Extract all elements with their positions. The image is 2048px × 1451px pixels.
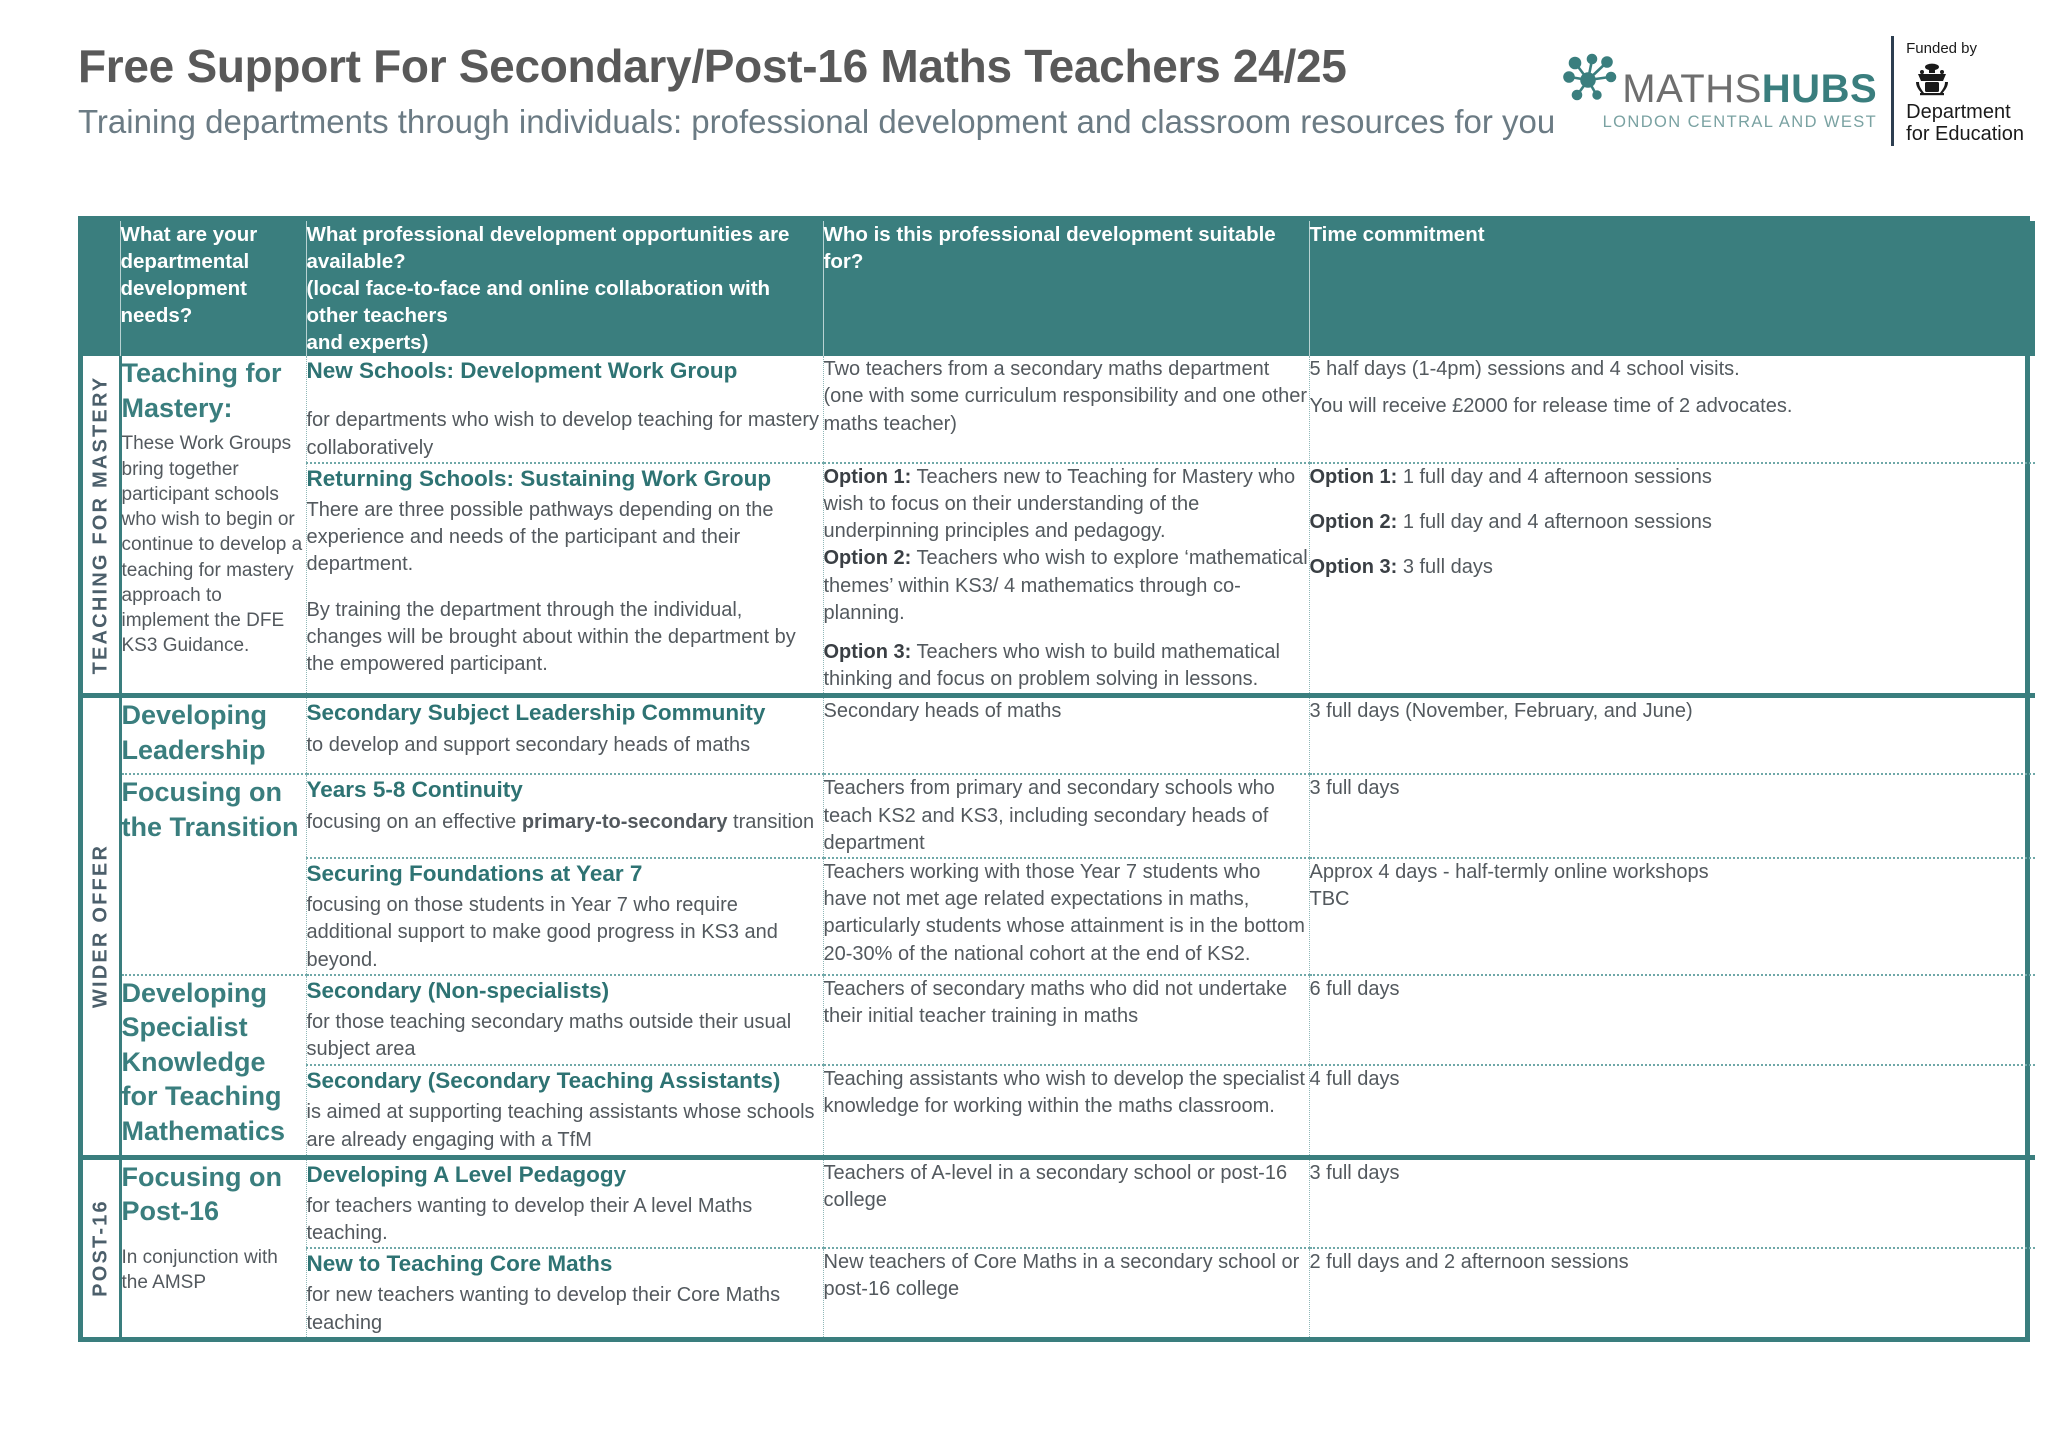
opportunity-body-pre: focusing on an effective — [306, 810, 522, 833]
opportunity-title: Secondary (Non-specialists) — [306, 977, 610, 1003]
time-option-label-3: Option 3: — [1309, 556, 1398, 579]
table-header — [83, 221, 2035, 356]
opportunity-title: Secondary (Secondary Teaching Assistants) — [306, 1068, 781, 1094]
column-header-opportunities-l3: and experts) — [306, 331, 429, 355]
suitable-for-cell-securing-foundations: Teachers working with those Year 7 students who have not met age related expectations in maths, particularly students whose attainment is in the bottom 20-30% of the national cohort at the end of KS2. — [823, 858, 1309, 975]
section-spine-post-16 — [83, 1157, 120, 1337]
option-label-1: Option 1: — [823, 465, 912, 488]
table-header-row — [83, 221, 2035, 356]
column-header-needs — [120, 221, 306, 356]
page-subtitle: Training departments through individuals: professional development and classroom resources for you — [78, 103, 1556, 141]
table-row — [83, 1065, 2035, 1157]
column-header-opportunities-l1: What professional development opportunities are available? — [306, 223, 790, 274]
table-row — [83, 774, 2035, 858]
dfe-funded-by-label: Funded by — [1906, 40, 1978, 57]
suitable-for-cell-years-5-8: Teachers from primary and secondary schools who teach KS2 and KS3, including secondary heads of department — [823, 774, 1309, 858]
opportunity-title: Developing A Level Pedagogy — [306, 1161, 627, 1187]
network-nodes-icon — [1562, 50, 1620, 107]
page-title: Free Support For Secondary/Post-16 Maths Teachers 24/25 — [78, 40, 1347, 92]
need-title: Focusing on the Transition — [121, 777, 299, 842]
opportunity-body: to develop and support secondary heads of maths — [306, 733, 751, 756]
time-cell-core-maths: 2 full days and 2 afternoon sessions — [1309, 1248, 2035, 1337]
need-title: Developing Specialist Knowledge for Teaching Mathematics — [121, 977, 286, 1147]
dfe-logo — [1891, 36, 2024, 146]
opportunity-body: for departments who wish to develop teaching for mastery collaboratively — [306, 409, 819, 459]
opportunity-title: Years 5-8 Continuity — [306, 777, 523, 803]
opportunity-cell-returning-schools — [306, 463, 823, 696]
table-row — [83, 1157, 2035, 1248]
opportunity-body-emphasis: primary-to-secondary — [521, 810, 728, 833]
time-option-3 — [1310, 554, 2036, 581]
opportunity-body: for teachers wanting to develop their A level Maths teaching. — [306, 1194, 753, 1244]
opportunity-cell-years-5-8 — [306, 774, 823, 858]
time-line-2: TBC — [1309, 888, 1350, 911]
option-text-1: Teachers new to Teaching for Mastery who wish to focus on their understanding of the underpinning principles and pedagogy. — [823, 465, 1296, 543]
column-header-time-commitment: Time commitment — [1309, 221, 2035, 356]
table-row — [83, 463, 2035, 696]
mathshubs-word-hubs: HUBS — [1761, 67, 1878, 111]
suitable-for-cell-a-level-pedagogy: Teachers of A-level in a secondary school or post-16 college — [823, 1157, 1309, 1248]
opportunity-cell-subject-leadership — [306, 696, 823, 775]
table-row — [83, 1248, 2035, 1337]
time-cell-years-5-8: 3 full days — [1309, 774, 2035, 858]
suitable-option-1 — [824, 464, 1309, 546]
suitable-for-cell-core-maths: New teachers of Core Maths in a secondary school or post-16 college — [823, 1248, 1309, 1337]
table-row — [83, 858, 2035, 975]
section-spine-teaching-for-mastery — [83, 356, 120, 696]
column-header-needs-l1: What are your — [120, 223, 258, 246]
time-cell-subject-leadership: 3 full days (November, February, and June) — [1309, 696, 2035, 775]
opportunity-cell-teaching-assistants — [306, 1065, 823, 1157]
opportunity-cell-core-maths — [306, 1248, 823, 1337]
option-label-3: Option 3: — [823, 640, 912, 663]
opportunity-body-2: By training the department through the individual, changes will be brought about within the department by the empowered participant. — [306, 598, 796, 676]
time-cell-securing-foundations — [1309, 858, 2035, 975]
option-text-2: Teachers who wish to explore ‘mathematical themes’ within KS3/ 4 mathematics through co-planning. — [823, 547, 1308, 624]
dfe-name-line-1: Department — [1906, 101, 2011, 123]
suitable-for-cell-non-specialists: Teachers of secondary maths who did not undertake their initial teacher training in maths — [823, 975, 1309, 1065]
need-body: These Work Groups bring together participant schools who wish to begin or continue to develop a teaching for mastery approach to implement the DFE KS3 Guidance. — [121, 433, 303, 657]
opportunity-body: focusing on those students in Year 7 who require additional support to make good progress in KS3 and beyond. — [306, 894, 778, 971]
time-line-1: Approx 4 days - half-termly online workshops — [1309, 861, 1709, 884]
opportunity-cell-new-schools — [306, 356, 823, 463]
column-header-needs-l3: development needs? — [120, 277, 247, 328]
need-cell-teaching-for-mastery — [120, 356, 306, 696]
need-cell-focusing-transition — [120, 774, 306, 974]
need-body: In conjunction with the AMSP — [121, 1246, 278, 1293]
need-cell-developing-leadership — [120, 696, 306, 775]
time-cell-returning-schools — [1309, 463, 2035, 696]
opportunity-title: New Schools: Development Work Group — [306, 358, 738, 384]
royal-crest-icon — [1906, 62, 2024, 101]
time-option-text-2: 1 full day and 4 afternoon sessions — [1397, 511, 1712, 534]
column-header-suitable-for: Who is this professional development suitable for? — [823, 221, 1309, 356]
time-option-label-1: Option 1: — [1309, 465, 1398, 488]
need-title: Teaching for Mastery: — [121, 358, 282, 423]
table-bottom-border — [78, 1337, 2030, 1342]
time-option-label-2: Option 2: — [1309, 511, 1398, 534]
opportunity-cell-non-specialists — [306, 975, 823, 1065]
spine-label-wider-offer: WIDER OFFER — [89, 844, 112, 1009]
opportunity-body: for new teachers wanting to develop their Core Maths teaching — [306, 1284, 781, 1334]
suitable-for-cell-subject-leadership: Secondary heads of maths — [823, 696, 1309, 775]
time-option-text-1: 1 full day and 4 afternoon sessions — [1397, 465, 1712, 488]
need-cell-specialist-knowledge — [120, 975, 306, 1157]
mathshubs-region: LONDON CENTRAL AND WEST — [1602, 113, 1878, 131]
time-option-1 — [1310, 464, 2036, 491]
dfe-name-line-2: for Education — [1906, 123, 2024, 146]
time-line-1: 5 half days (1-4pm) sessions and 4 school visits. — [1309, 358, 1740, 381]
option-text-3: Teachers who wish to build mathematical thinking and focus on problem solving in lessons. — [823, 640, 1280, 691]
opportunity-title: Secondary Subject Leadership Community — [306, 700, 766, 726]
opportunity-body: for those teaching secondary maths outside their usual subject area — [306, 1011, 792, 1061]
opportunity-title: Returning Schools: Sustaining Work Group — [306, 465, 772, 491]
suitable-for-cell-returning-schools — [823, 463, 1309, 696]
time-line-2: You will receive £2000 for release time of 2 advocates. — [1309, 395, 1793, 418]
opportunity-cell-a-level-pedagogy — [306, 1157, 823, 1248]
mathshubs-word-maths: MATHS — [1622, 67, 1762, 111]
opportunity-body: is aimed at supporting teaching assistants whose schools are already engaging with a TfM — [306, 1101, 815, 1151]
column-header-opportunities-l2: (local face-to-face and online collaboration with other teachers — [306, 277, 771, 328]
time-cell-new-schools — [1309, 356, 2035, 463]
time-cell-teaching-assistants: 4 full days — [1309, 1065, 2035, 1157]
table-row — [83, 975, 2035, 1065]
suitable-for-cell-new-schools: Two teachers from a secondary maths department (one with some curriculum responsibility and one other maths teacher) — [823, 356, 1309, 463]
time-cell-a-level-pedagogy: 3 full days — [1309, 1157, 2035, 1248]
spine-label-teaching-for-mastery: TEACHING FOR MASTERY — [89, 375, 112, 675]
table-row — [83, 356, 2035, 463]
column-header-opportunities — [306, 221, 823, 356]
table-row — [83, 696, 2035, 775]
need-cell-focusing-post-16 — [120, 1157, 306, 1337]
suitable-for-cell-teaching-assistants: Teaching assistants who wish to develop the specialist knowledge for working within the maths classroom. — [823, 1065, 1309, 1157]
suitable-option-3 — [824, 639, 1309, 693]
opportunity-body-post: transition — [727, 810, 815, 833]
opportunity-body — [307, 809, 823, 836]
offer-table-wrapper — [78, 216, 2030, 1342]
time-option-2 — [1310, 509, 2036, 536]
section-spine-wider-offer — [83, 696, 120, 1157]
opportunity-body-1: There are three possible pathways depending on the experience and needs of the participant and their department. — [306, 499, 774, 576]
offer-table — [83, 221, 2035, 1337]
column-header-needs-l2: departmental — [120, 250, 250, 274]
suitable-option-2 — [824, 545, 1309, 627]
opportunity-title: Securing Foundations at Year 7 — [306, 861, 643, 887]
need-title: Focusing on Post-16 — [121, 1161, 282, 1227]
option-label-2: Option 2: — [823, 547, 912, 570]
opportunity-title: New to Teaching Core Maths — [306, 1251, 613, 1277]
logo-block — [1562, 36, 2024, 146]
spine-label-post-16: POST-16 — [89, 1199, 112, 1298]
header-spine-cell — [83, 221, 120, 356]
opportunity-cell-securing-foundations — [306, 858, 823, 975]
time-option-text-3: 3 full days — [1397, 556, 1493, 579]
mathshubs-logo — [1562, 36, 1877, 132]
time-cell-non-specialists: 6 full days — [1309, 975, 2035, 1065]
need-title: Developing Leadership — [121, 700, 268, 765]
